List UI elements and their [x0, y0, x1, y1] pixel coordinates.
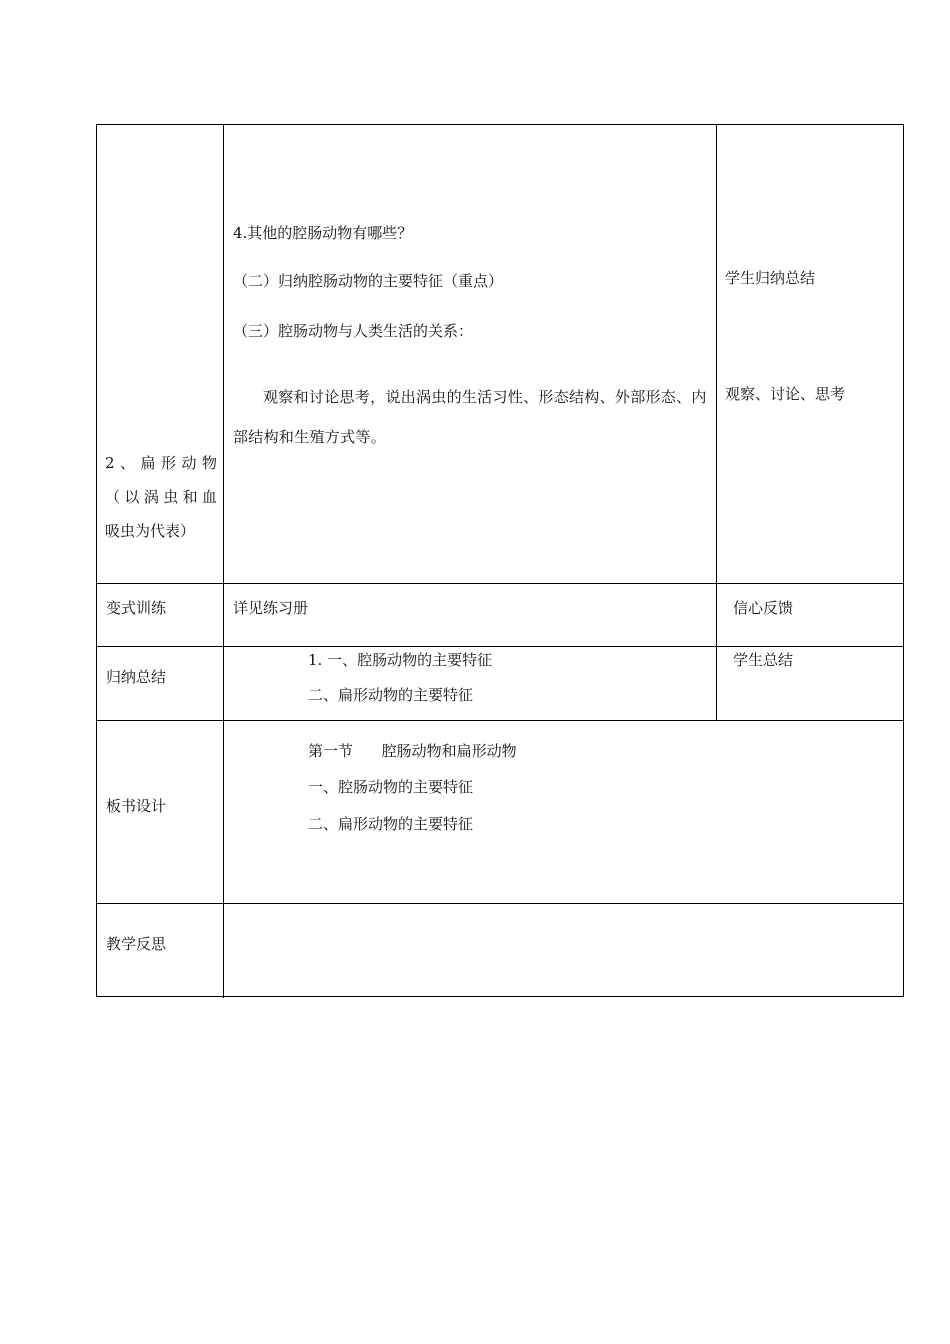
row1-left-line: 吸虫为代表） — [105, 522, 196, 540]
row-divider-1 — [97, 583, 903, 584]
discussion-paragraph: 观察和讨论思考，说出涡虫的生活习性、形态结构、外部形态、内部结构和生殖方式等。 — [233, 388, 707, 446]
row5-label: 教学反思 — [106, 935, 167, 953]
column-divider-right — [716, 125, 717, 721]
row3-right: 学生总结 — [733, 651, 794, 669]
row3-line2: 二、扁形动物的主要特征 — [308, 686, 474, 704]
row4-label: 板书设计 — [106, 797, 167, 815]
row1-left-line: 2、扁形动物 — [105, 454, 217, 472]
item-2-heading: （二）归纳腔肠动物的主要特征（重点） — [233, 272, 504, 290]
right-summary-note: 学生归纳总结 — [725, 269, 816, 287]
row4-line3: 二、扁形动物的主要特征 — [308, 815, 474, 833]
question-4: 4.其他的腔肠动物有哪些？ — [233, 224, 413, 242]
column-divider-left — [223, 125, 224, 998]
item-3-heading: （三）腔肠动物与人类生活的关系： — [233, 322, 474, 340]
row2-right: 信心反馈 — [733, 599, 794, 617]
right-discuss-note: 观察、讨论、思考 — [725, 385, 846, 403]
row1-left-cell — [105, 446, 217, 548]
row4-line2: 一、腔肠动物的主要特征 — [308, 778, 474, 796]
row-divider-2 — [97, 646, 903, 647]
row4-line1: 第一节 腔肠动物和扁形动物 — [308, 742, 517, 760]
row3-line1: 1. 一、腔肠动物的主要特征 — [308, 651, 493, 669]
lesson-plan-table — [96, 124, 904, 997]
row1-left-line: （以涡虫和血 — [105, 488, 217, 506]
row2-content: 详见练习册 — [233, 599, 309, 617]
row-divider-3 — [97, 720, 903, 721]
row3-label: 归纳总结 — [106, 668, 167, 686]
row-divider-4 — [97, 903, 903, 904]
row2-label: 变式训练 — [106, 599, 167, 617]
